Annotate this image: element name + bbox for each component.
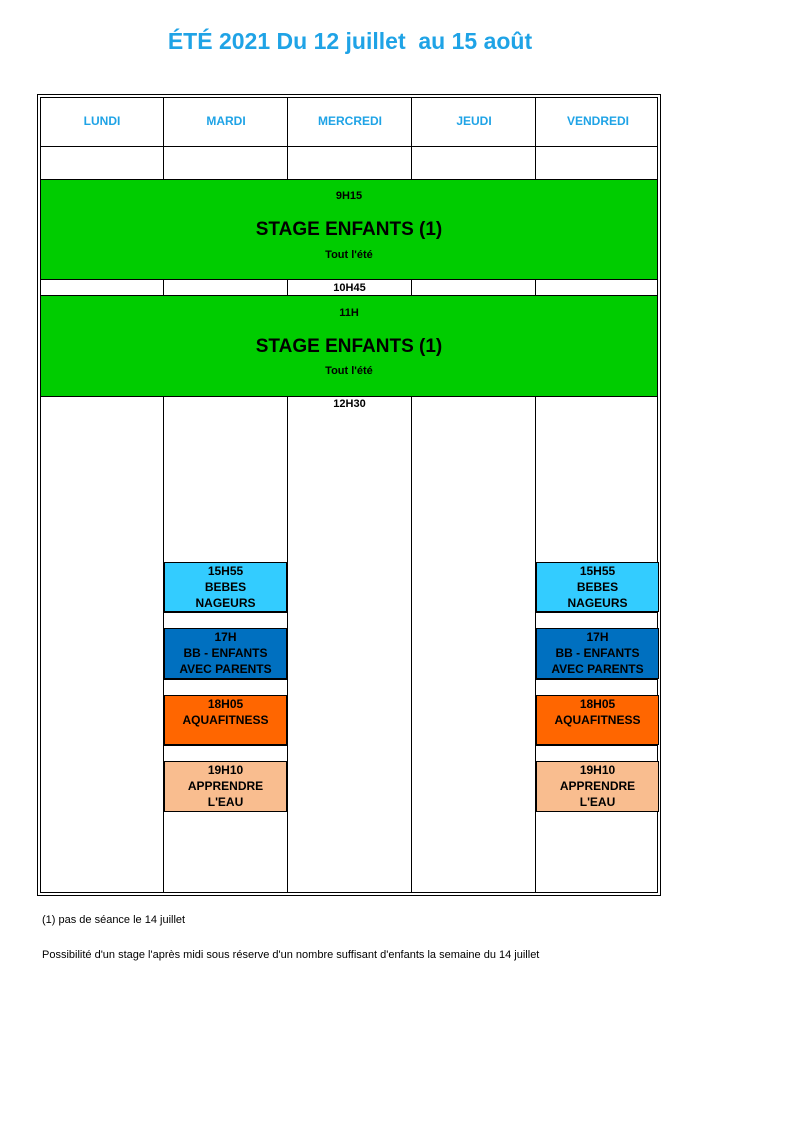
activity-label: BB - ENFANTS <box>555 646 640 660</box>
row-divider <box>164 679 287 680</box>
row-divider <box>164 745 287 746</box>
row-divider <box>536 612 658 613</box>
activity-label: BEBES <box>576 580 619 594</box>
activity-aquafitness <box>536 695 659 745</box>
activity-bb-enfants <box>164 628 287 679</box>
stage-enfants-late-band <box>40 295 658 397</box>
stage-subtitle: Tout l'été <box>325 365 373 377</box>
activity-time: 18H05 <box>579 697 616 711</box>
stage-title: STAGE ENFANTS (1) <box>255 219 443 240</box>
row-divider <box>536 679 658 680</box>
activity-time: 18H05 <box>207 697 244 711</box>
activity-label: AQUAFITNESS <box>554 713 641 727</box>
stage-end-time: 10H45 <box>333 282 366 294</box>
activity-label: APPRENDRE <box>559 779 636 793</box>
stage-start-time: 9H15 <box>335 190 363 202</box>
day-header-mardi: MARDI <box>206 114 246 128</box>
row-divider <box>536 745 658 746</box>
activity-label: AVEC PARENTS <box>179 662 272 676</box>
day-header-jeudi: JEUDI <box>456 114 492 128</box>
activity-label: L'EAU <box>207 795 244 809</box>
header-divider <box>40 146 658 147</box>
activity-label: BEBES <box>204 580 247 594</box>
activity-apprendre-eau <box>164 761 287 812</box>
activity-label: NAGEURS <box>567 596 628 610</box>
activity-time: 17H <box>586 630 609 644</box>
stage-end-time: 12H30 <box>333 398 366 410</box>
activity-label: BB - ENFANTS <box>183 646 268 660</box>
stage-enfants-morning-band <box>40 179 658 280</box>
activity-time: 17H <box>214 630 237 644</box>
possibility-note: Possibilité d'un stage l'après midi sous réserve d'un nombre suffisant d'enfants la semaine du 14 juillet <box>42 949 540 961</box>
row-divider <box>164 612 287 613</box>
stage-title: STAGE ENFANTS (1) <box>255 336 443 357</box>
activity-aquafitness <box>164 695 287 745</box>
page-title: ÉTÉ 2021 Du 12 juillet au 15 août <box>167 28 533 54</box>
activity-bebes-nageurs <box>164 562 287 612</box>
activity-time: 19H10 <box>579 763 616 777</box>
activity-apprendre-eau <box>536 761 659 812</box>
activity-bebes-nageurs <box>536 562 659 612</box>
day-header-vendredi: VENDREDI <box>566 114 629 128</box>
activity-label: AQUAFITNESS <box>182 713 269 727</box>
activity-time: 19H10 <box>207 763 244 777</box>
activity-label: AVEC PARENTS <box>551 662 644 676</box>
stage-start-time: 11H <box>339 307 359 319</box>
activity-label: APPRENDRE <box>187 779 264 793</box>
activity-label: L'EAU <box>579 795 616 809</box>
activity-time: 15H55 <box>207 564 244 578</box>
day-header-lundi: LUNDI <box>83 114 121 128</box>
day-header-mercredi: MERCREDI <box>317 114 382 128</box>
activity-time: 15H55 <box>579 564 616 578</box>
activity-bb-enfants <box>536 628 659 679</box>
activity-label: NAGEURS <box>195 596 256 610</box>
stage-subtitle: Tout l'été <box>325 249 373 261</box>
footnote: (1) pas de séance le 14 juillet <box>42 914 186 926</box>
